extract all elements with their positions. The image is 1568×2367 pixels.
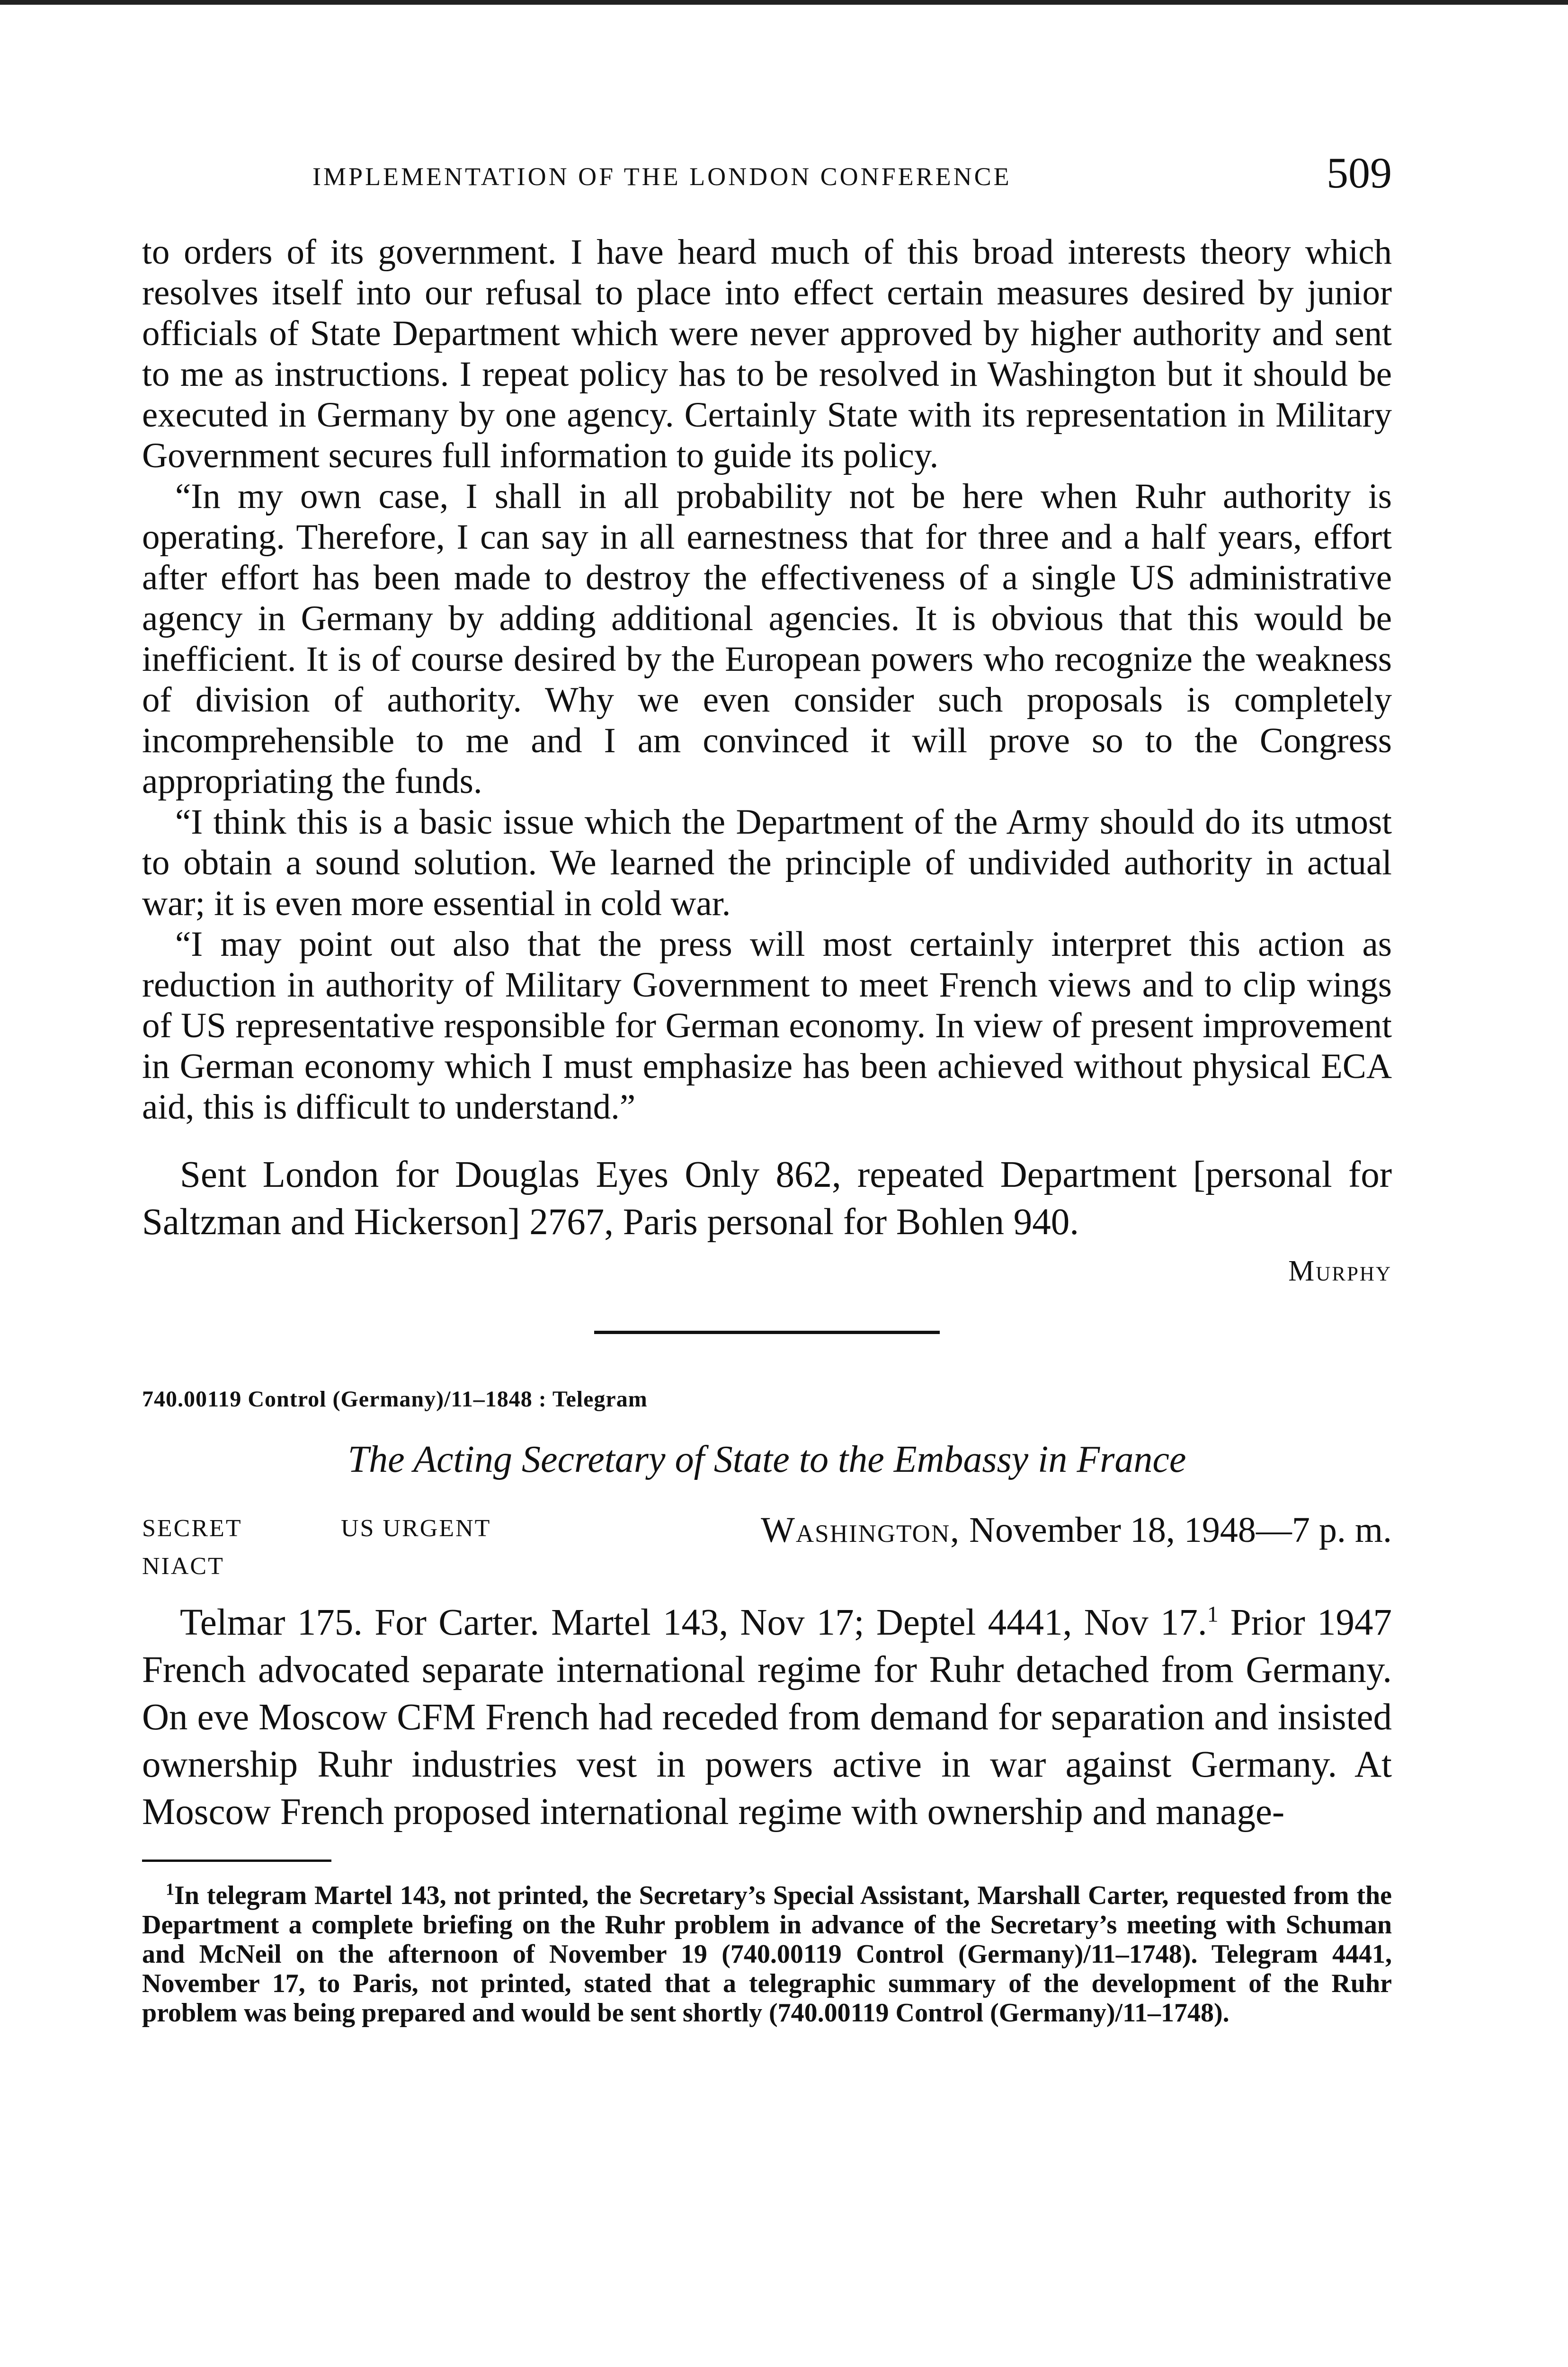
document-title: The Acting Secretary of State to the Embassy in France <box>347 1439 1186 1480</box>
running-head: IMPLEMENTATION OF THE LONDON CONFERENCE <box>312 162 1012 191</box>
file-reference: 740.00119 Control (Germany)/11–1848 : Telegram <box>142 1387 648 1412</box>
page-edge <box>0 0 1568 5</box>
priority-label: US URGENT <box>341 1515 491 1542</box>
telegram-paragraph <box>142 1599 1392 1836</box>
sent-line: Sent London for Douglas Eyes Only 862, repeated Department [personal for Saltzman and Hickerson] 2767, Paris personal for Bohlen 940. <box>142 1154 1392 1243</box>
footnote <box>142 1881 1392 2028</box>
page-number: 509 <box>1327 149 1392 197</box>
page-header <box>142 148 1392 200</box>
classification-label: SECRET <box>142 1515 242 1542</box>
quote-paragraph: “I may point out also that the press will most certainly interpret this action as reduction in authority of Military Government to meet French views and to clip wings of US representative responsible for German economy. In view of present improvement in German economy which I must emphasize has been achieved without physical ECA aid, this is difficult to understand.” <box>142 925 1392 1127</box>
telegram-metadata <box>142 1510 1392 1548</box>
telegram-text-start: Telmar 175. For Carter. Martel 143, Nov 17; Deptel 4441, Nov 17. <box>180 1602 1207 1643</box>
dateline-place: Washington, <box>761 1510 961 1550</box>
telegram-text-rest: Prior 1947 French advocated separate international regime for Ruhr detached from Germany. On eve Moscow CFM French had receded from demand for separation and insisted ownership Ruhr industries vest in powers active in war against Germany. At Moscow French proposed international regime with ownership and manage- <box>142 1602 1392 1833</box>
quote-paragraph-continued: to orders of its government. I have heard much of this broad interests theory which resolves itself into our refusal to place into effect certain measures desired by junior officials of State Department which were never approved by higher authority and sent to me as instructions. I repeat policy has to be resolved in Washington but it should be executed in Germany by one agency. Certainly State with its representation in Military Government secures full information to guide its policy. <box>142 232 1392 475</box>
footnote-text: In telegram Martel 143, not printed, the Secretary’s Special Assistant, Marshall Carter, requested from the Department a complete briefing on the Ruhr problem in advance of the Secretary’s meeting with Schuman and McNeil on the afternoon of November 19 (740.00119 Control (Germany)/11–1748). Telegram 4441, November 17, to Paris, not printed, stated that a telegraphic summary of the development of the Ruhr problem was being prepared and would be sent shortly (740.00119 Control (Germany)/11–1748). <box>142 1881 1392 2028</box>
footnote-marker[interactable]: 1 <box>1207 1602 1219 1627</box>
quote-paragraph: “I think this is a basic issue which the Department of the Army should do its utmost to obtain a sound solution. We learned the principle of undivided authority in actual war; it is even more essential in cold war. <box>142 802 1392 923</box>
page-content <box>142 232 1392 2054</box>
section-divider <box>594 1331 940 1334</box>
quote-paragraph: “In my own case, I shall in all probability not be here when Ruhr authority is operating. Therefore, I can say in all earnestness that for three and a half years, effort after effort has been made to destroy the effectiveness of a single US administrative agency in Germany by adding additional agencies. It is obvious that this would be inefficient. It is of course desired by the European powers who recognize the weakness of division of authority. Why we even consider such proposals is completely incomprehensible to me and I am convinced it will prove so to the Congress appropriating the funds. <box>142 477 1392 801</box>
signature: Murphy <box>1288 1255 1392 1287</box>
footnote-number: 1 <box>166 1879 174 1899</box>
distribution-label: NIACT <box>142 1553 224 1580</box>
quoted-message <box>142 232 1392 1128</box>
footnote-divider <box>142 1860 331 1862</box>
dateline-date: November 18, 1948—7 p. m. <box>969 1510 1392 1550</box>
dateline <box>761 1510 1392 1551</box>
telegram-body <box>142 1599 1392 1836</box>
